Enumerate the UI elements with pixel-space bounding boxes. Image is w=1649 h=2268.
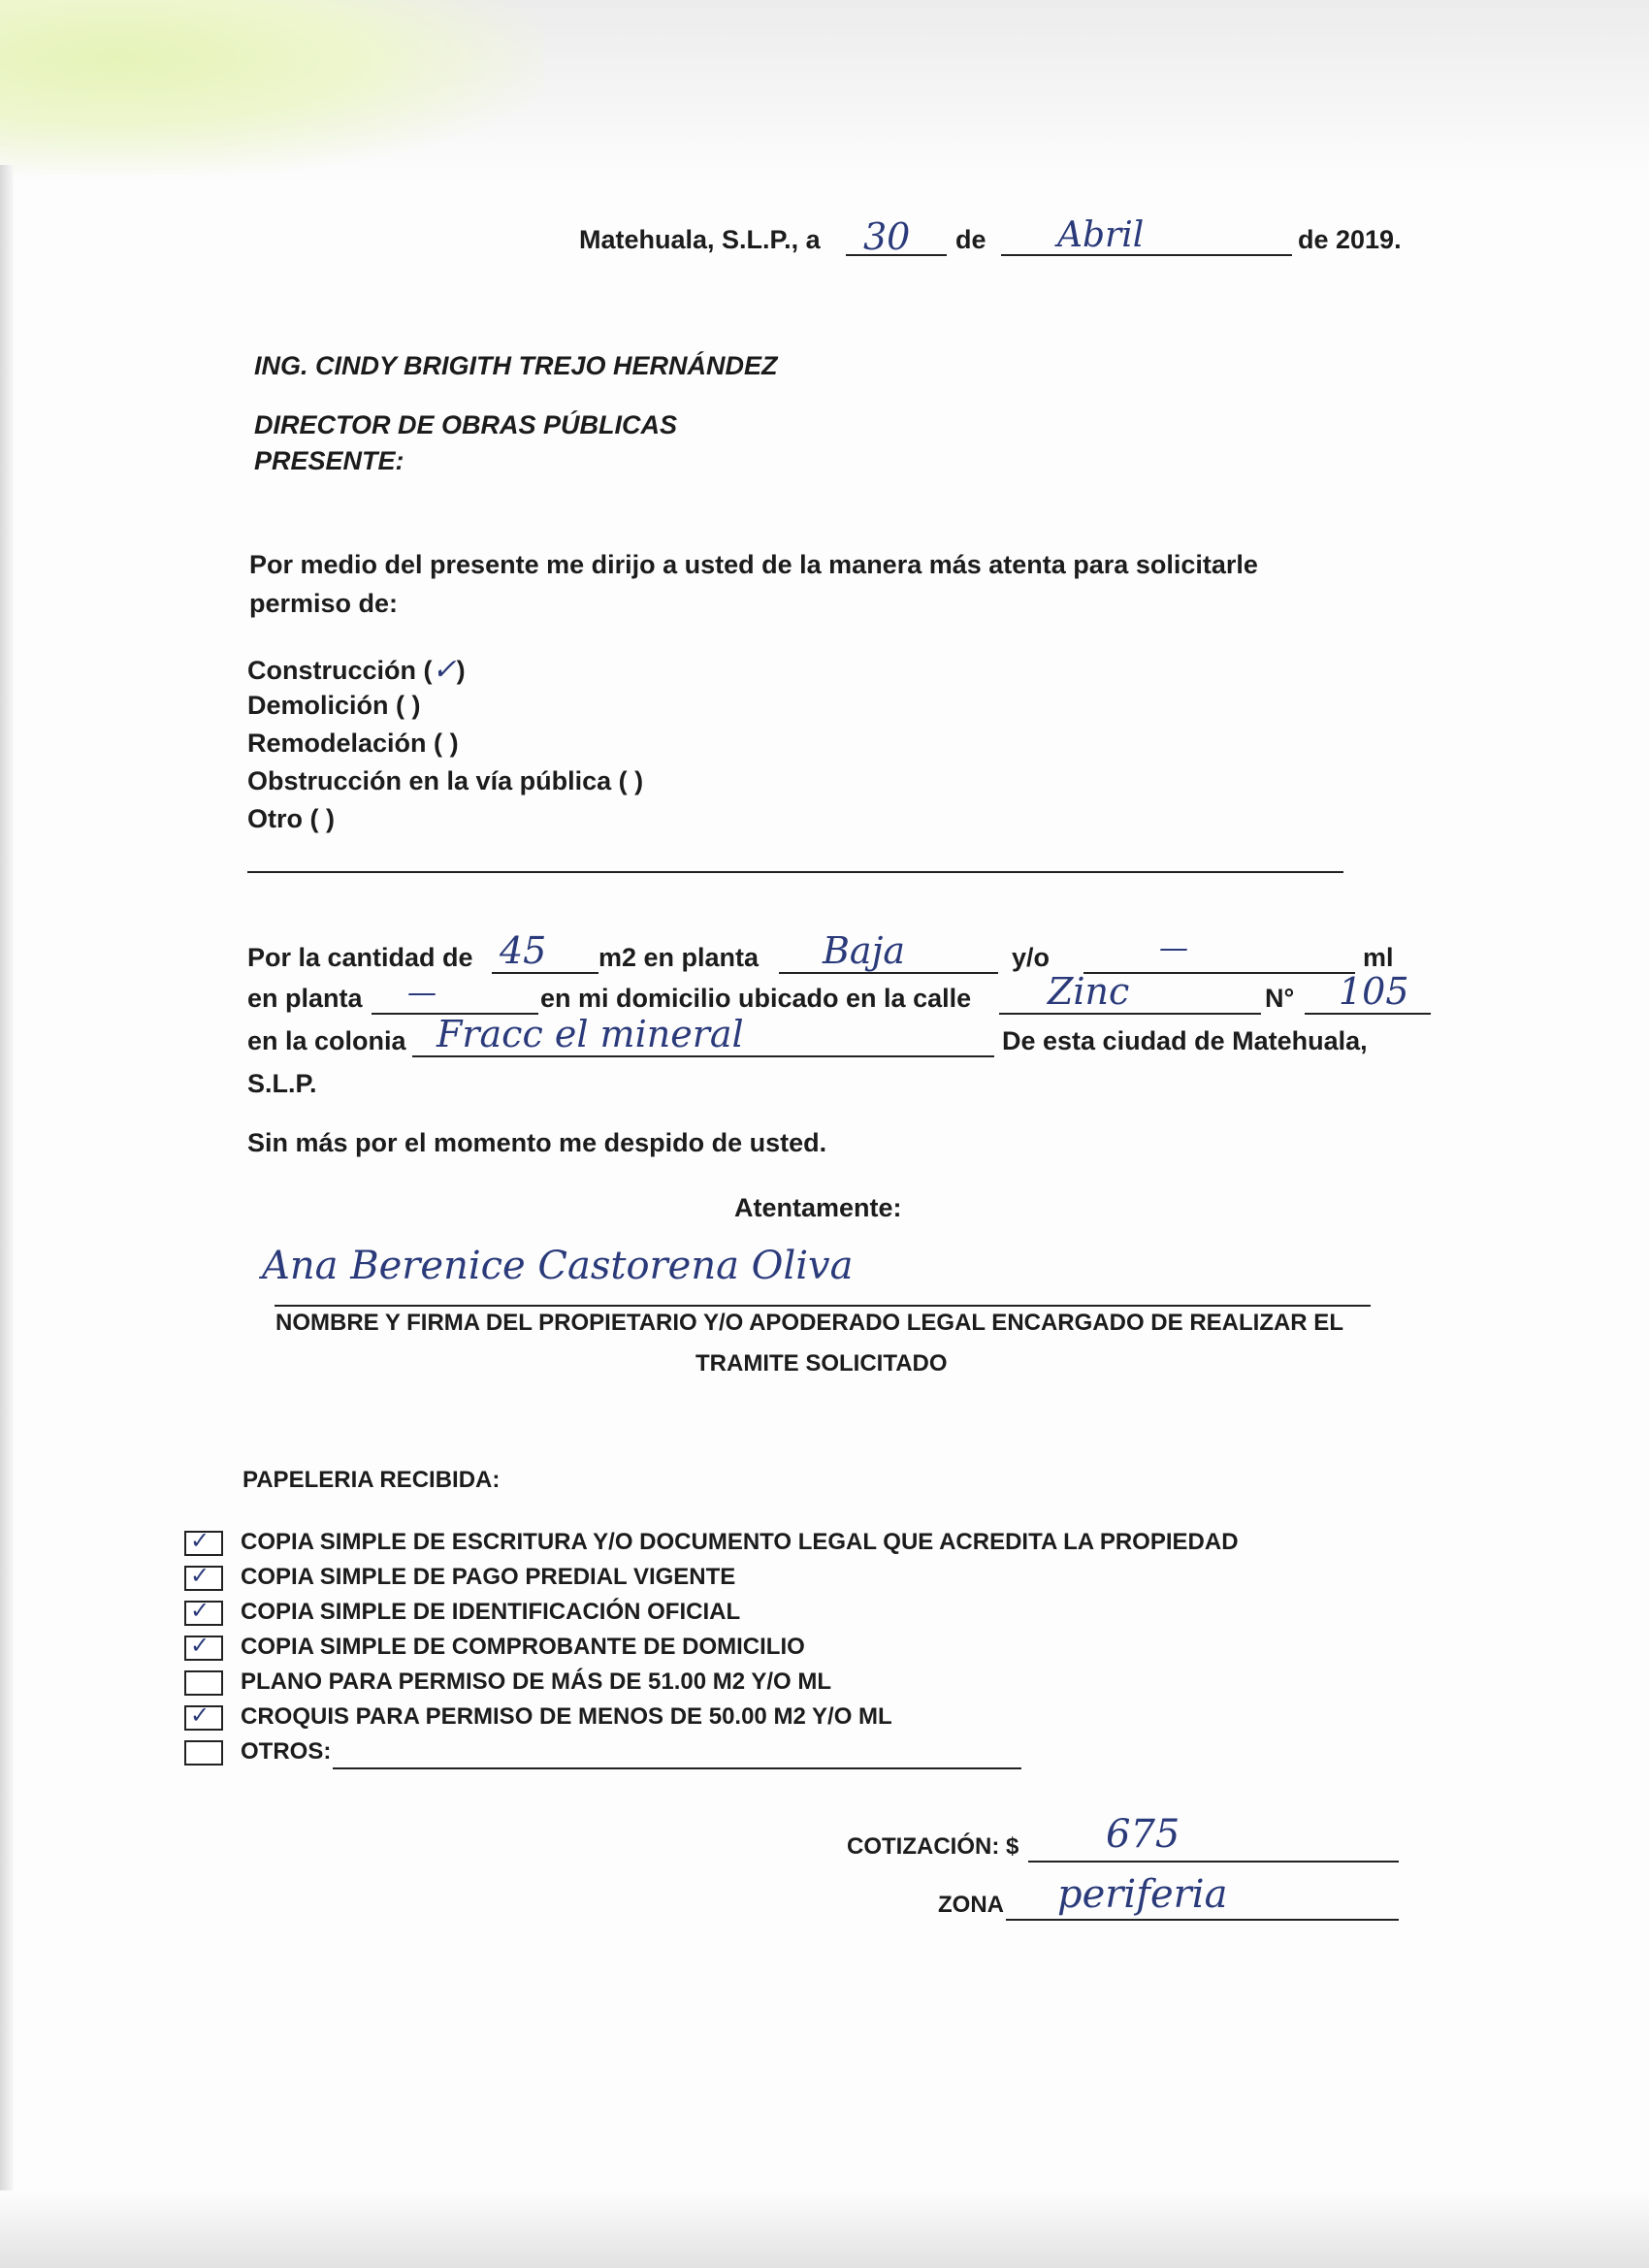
permit-option-close: ) — [449, 729, 459, 758]
date-month: Abril — [1057, 215, 1145, 255]
papeleria-item-label: CROQUIS PARA PERMISO DE MENOS DE 50.00 M2 Y/O ML — [241, 1703, 892, 1730]
planta-value: Baja — [823, 929, 906, 972]
check-mark-icon: ✓ — [190, 1632, 210, 1659]
yo-value: — — [1159, 931, 1188, 965]
date-suffix: de 2019. — [1298, 225, 1402, 254]
atentamente-text: Atentamente: — [734, 1193, 902, 1222]
cotizacion-value: 675 — [1106, 1812, 1180, 1857]
papeleria-item-label: OTROS: — [241, 1738, 332, 1765]
date-month-line — [1001, 254, 1292, 256]
checkbox[interactable] — [184, 1632, 223, 1661]
label-ml: ml — [1363, 943, 1394, 972]
permit-option-close: ) — [634, 766, 644, 795]
checkbox[interactable] — [184, 1597, 223, 1626]
date-day: 30 — [863, 215, 911, 258]
calle-value: Zinc — [1048, 970, 1130, 1013]
permit-option-close: ) — [326, 804, 336, 833]
en-planta-value: — — [407, 976, 436, 1010]
signature-label-2: TRAMITE SOLICITADO — [695, 1350, 948, 1377]
permit-option-otro[interactable] — [247, 804, 335, 834]
papeleria-item-label: PLANO PARA PERMISO DE MÁS DE 51.00 M2 Y/O ML — [241, 1669, 831, 1695]
date-de: de — [955, 225, 986, 254]
permit-option-label: Otro ( — [247, 804, 319, 833]
cotizacion-line — [1028, 1861, 1399, 1863]
checkbox[interactable] — [184, 1527, 223, 1556]
check-mark-icon: ✓ — [190, 1701, 210, 1729]
check-mark-icon: ✓ — [190, 1597, 210, 1624]
papeleria-item-label: COPIA SIMPLE DE PAGO PREDIAL VIGENTE — [241, 1564, 736, 1590]
label-cantidad: Por la cantidad de — [247, 943, 473, 972]
numero-line — [1305, 1013, 1431, 1015]
zona-value: periferia — [1057, 1872, 1228, 1917]
checkbox[interactable] — [184, 1670, 223, 1696]
checkbox[interactable] — [184, 1701, 223, 1731]
recipient-name: ING. CINDY BRIGITH TREJO HERNÁNDEZ — [254, 351, 778, 380]
cantidad-value: 45 — [500, 929, 547, 972]
recipient-title: DIRECTOR DE OBRAS PÚBLICAS — [254, 410, 678, 439]
permit-option-label: Construcción ( — [247, 656, 433, 685]
planta-line — [779, 972, 998, 974]
papeleria-item-label: COPIA SIMPLE DE ESCRITURA Y/O DOCUMENTO LEGAL QUE ACREDITA LA PROPIEDAD — [241, 1529, 1239, 1555]
intro-line-1: Por medio del presente me dirijo a usted de la manera más atenta para solicitarle — [249, 550, 1258, 579]
check-mark-icon: ✓ — [190, 1527, 210, 1554]
permit-option-label: Remodelación ( — [247, 729, 443, 758]
permit-option-close: ) — [456, 656, 466, 685]
label-domicilio: en mi domicilio ubicado en la calle — [540, 984, 972, 1013]
otro-line — [247, 871, 1343, 873]
colonia-value: Fracc el mineral — [436, 1013, 744, 1055]
otros-line — [333, 1767, 1021, 1769]
signature: Ana Berenice Castorena Oliva — [262, 1244, 854, 1288]
label-yo: y/o — [1012, 943, 1051, 972]
label-colonia: en la colonia — [247, 1026, 406, 1055]
cotizacion-label: COTIZACIÓN: $ — [847, 1833, 1019, 1860]
scan-bottom-shadow — [0, 2190, 1649, 2268]
permit-option-mark: ✓ — [432, 653, 457, 687]
permit-option-construccion[interactable] — [247, 653, 466, 687]
permit-option-label: Demolición ( — [247, 691, 405, 720]
signature-label-1: NOMBRE Y FIRMA DEL PROPIETARIO Y/O APODERADO LEGAL ENCARGADO DE REALIZAR EL — [275, 1310, 1343, 1336]
farewell-text: Sin más por el momento me despido de usted. — [247, 1128, 827, 1157]
papeleria-heading: PAPELERIA RECIBIDA: — [242, 1467, 501, 1493]
label-en-planta: en planta — [247, 984, 363, 1013]
zona-line — [1006, 1919, 1399, 1921]
calle-line — [999, 1013, 1261, 1015]
zona-label: ZONA — [938, 1892, 1004, 1918]
cantidad-line — [492, 972, 598, 974]
permit-option-close: ) — [411, 691, 421, 720]
signature-line — [275, 1305, 1371, 1307]
label-slp: S.L.P. — [247, 1069, 317, 1098]
permit-option-remodelacion[interactable] — [247, 729, 459, 759]
numero-value: 105 — [1339, 970, 1409, 1013]
permit-option-obstruccion[interactable] — [247, 766, 643, 796]
papeleria-item-label: COPIA SIMPLE DE IDENTIFICACIÓN OFICIAL — [241, 1599, 741, 1625]
papeleria-item-label: COPIA SIMPLE DE COMPROBANTE DE DOMICILIO — [241, 1634, 805, 1660]
scan-left-edge — [0, 165, 14, 2221]
colonia-line — [412, 1055, 994, 1057]
label-m2: m2 en planta — [598, 943, 760, 972]
check-mark-icon: ✓ — [190, 1562, 210, 1589]
label-no: N° — [1265, 984, 1295, 1013]
paper-stain — [0, 0, 543, 175]
checkbox[interactable] — [184, 1562, 223, 1591]
recipient-presente: PRESENTE: — [254, 446, 404, 475]
label-ciudad: De esta ciudad de Matehuala, — [1002, 1026, 1368, 1055]
checkbox[interactable] — [184, 1740, 223, 1766]
intro-line-2: permiso de: — [249, 589, 399, 618]
permit-option-label: Obstrucción en la vía pública ( — [247, 766, 628, 795]
permit-option-demolicion[interactable] — [247, 691, 421, 721]
date-prefix: Matehuala, S.L.P., a — [579, 225, 821, 254]
